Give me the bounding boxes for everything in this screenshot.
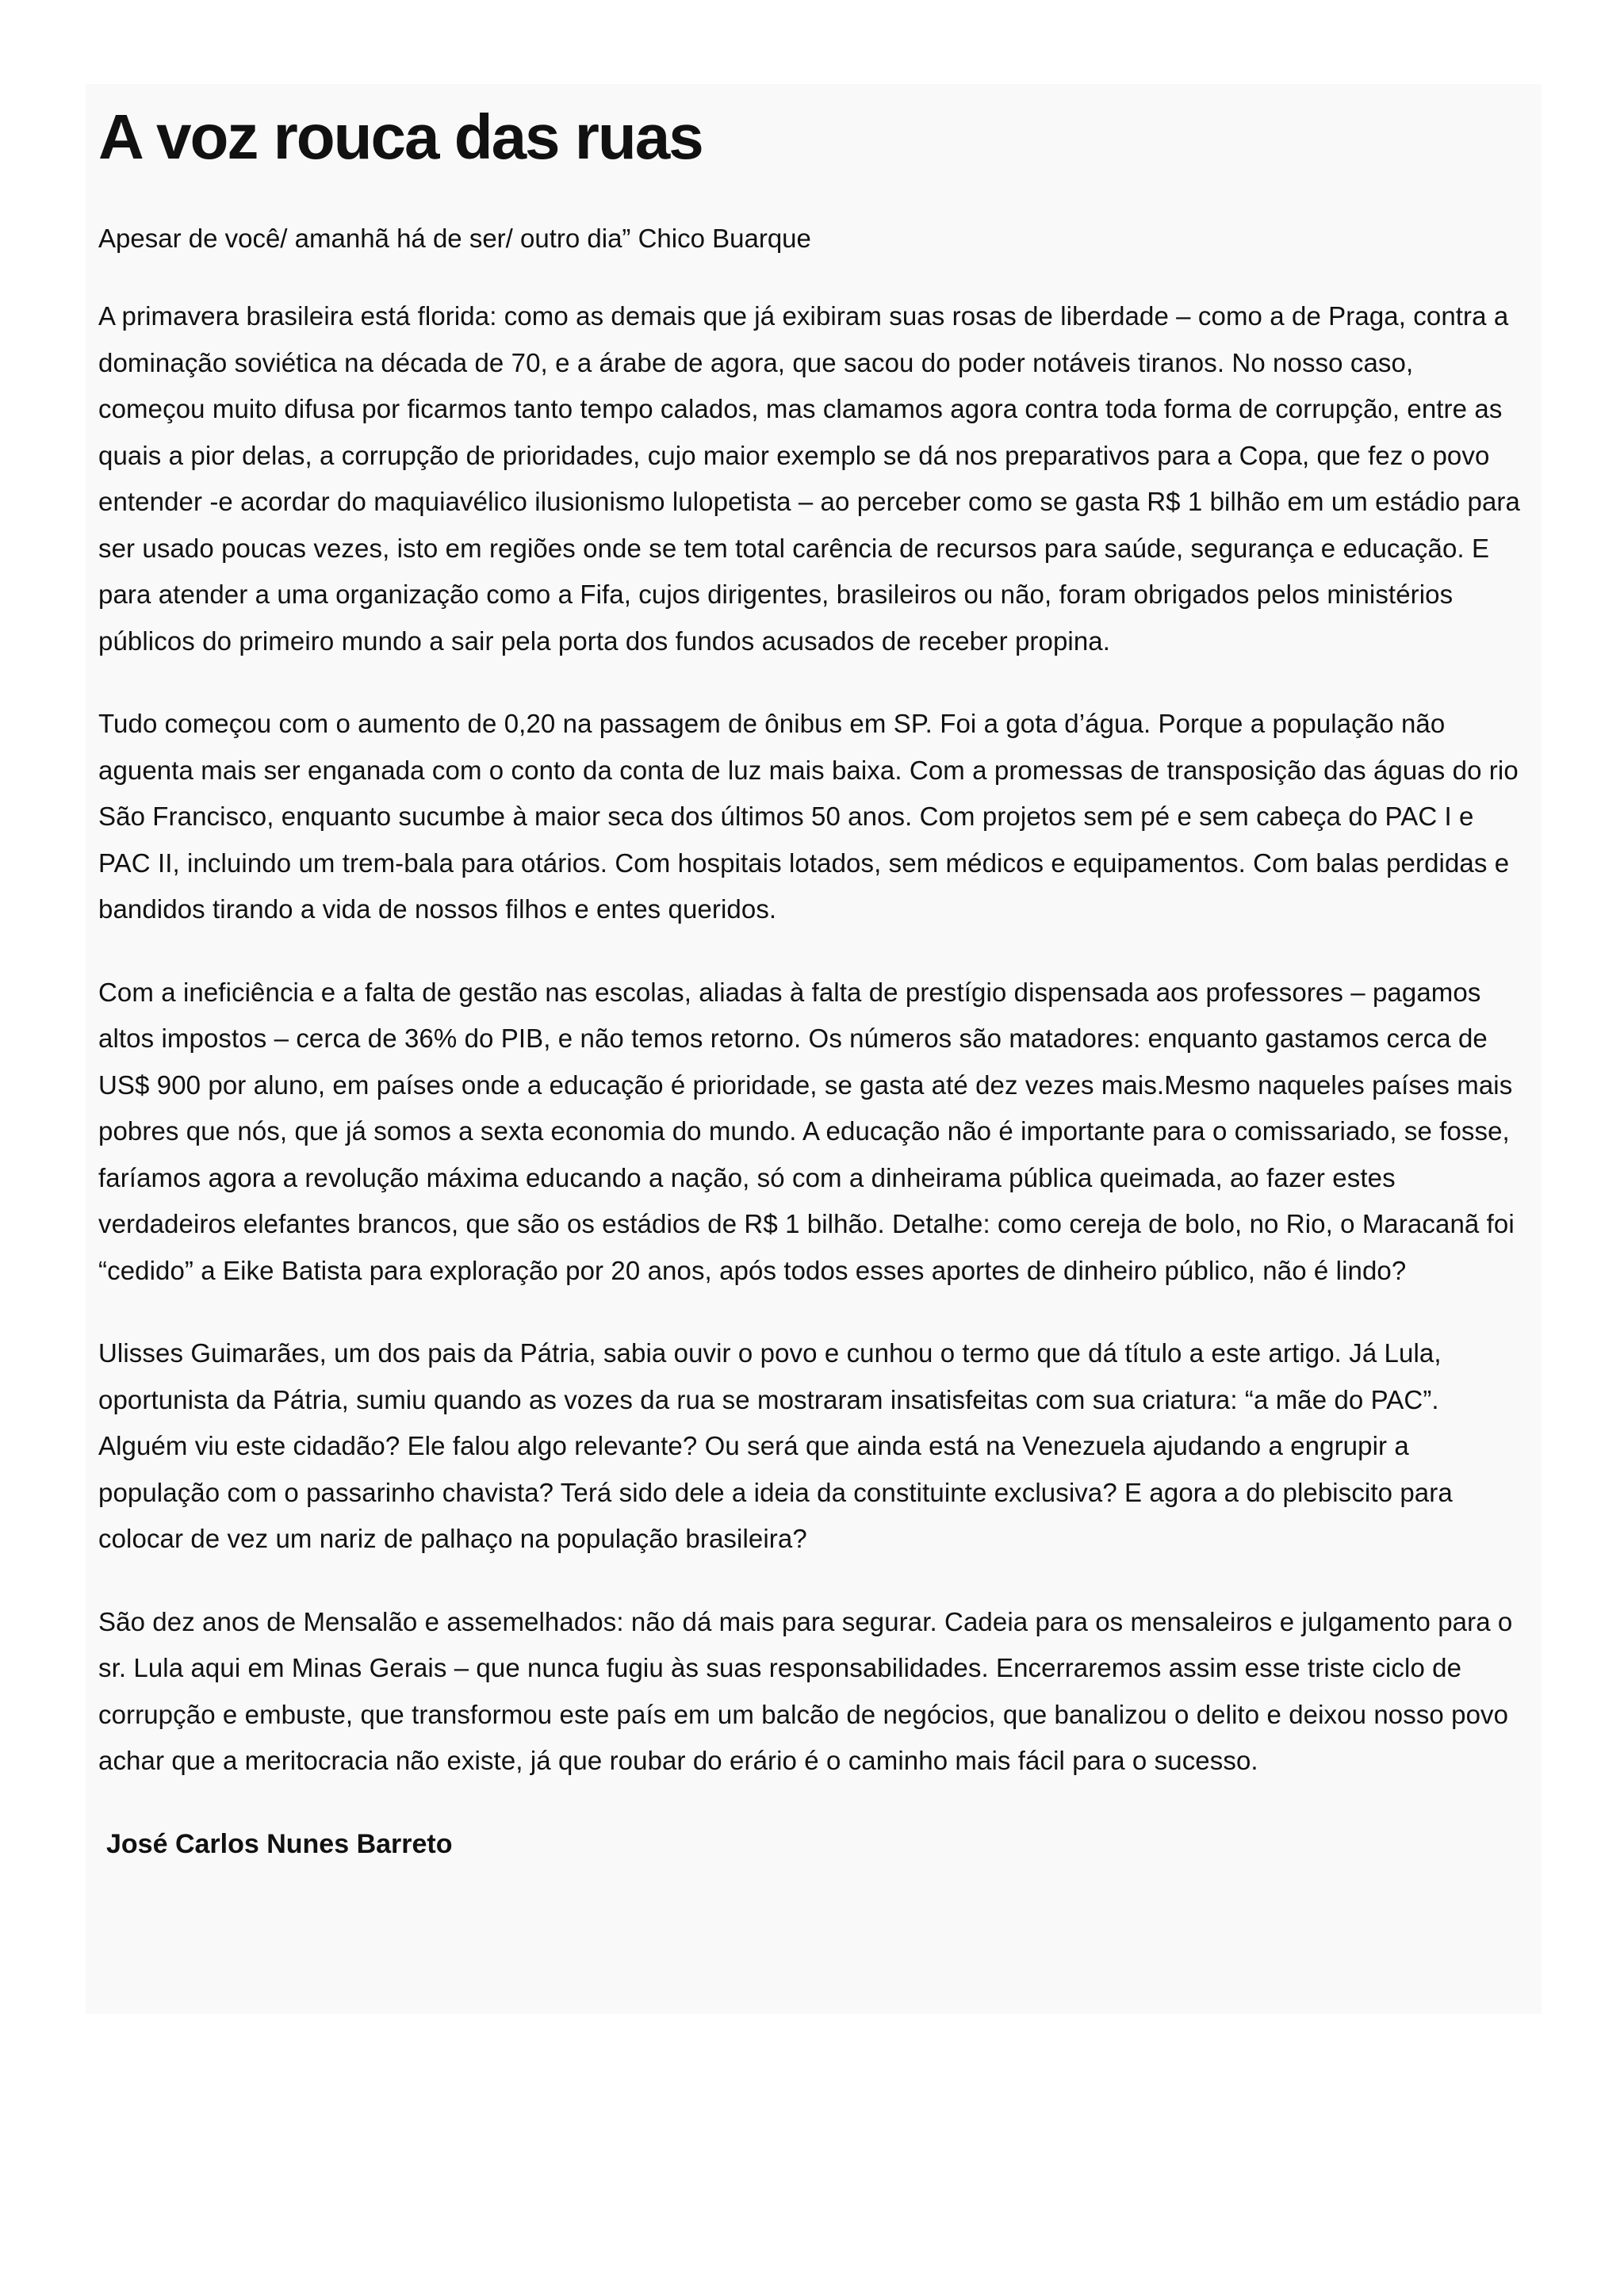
article (98, 94, 1526, 1867)
article-paragraph: Com a ineficiência e a falta de gestão nas escolas, aliadas à falta de prestígio dispensada aos professores – pagamos altos impostos – cerca de 36% do PIB, e não temos retorno. Os números são matadores: enquanto gastamos cerca de US$ 900 por aluno, em países onde a educação é prioridade, se gasta até dez vezes mais.Mesmo naqueles países mais pobres que nós, que já somos a sexta economia do mundo. A educação não é importante para o comissariado, se fosse, faríamos agora a revolução máxima educando a nação, só com a dinheirama pública queimada, ao fazer estes verdadeiros elefantes brancos, que são os estádios de R$ 1 bilhão. Detalhe: como cereja de bolo, no Rio, o Maracanã foi “cedido” a Eike Batista para exploração por 20 anos, após todos esses aportes de dinheiro público, não é lindo? (98, 977, 1515, 1285)
epigraph: Apesar de você/ amanhã há de ser/ outro dia” Chico Buarque (98, 224, 811, 253)
article-paragraph: A primavera brasileira está florida: como as demais que já exibiram suas rosas de liberdade – como a de Praga, contra a dominação soviética na década de 70, e a árabe de agora, que sacou do poder notáveis tiranos. No nosso caso, começou muito difusa por ficarmos tanto tempo calados, mas clamamos agora contra toda forma de corrupção, entre as quais a pior delas, a corrupção de prioridades, cujo maior exemplo se dá nos preparativos para a Copa, que fez o povo entender -e acordar do maquiavélico ilusionismo lulopetista – ao perceber como se gasta R$ 1 bilhão em um estádio para ser usado poucas vezes, isto em regiões onde se tem total carência de recursos para saúde, segurança e educação. E para atender a uma organização como a Fifa, cujos dirigentes, brasileiros ou não, foram obrigados pelos ministérios públicos do primeiro mundo a sair pela porta dos fundos acusados de receber propina. (98, 301, 1520, 656)
author-signature: José Carlos Nunes Barreto (106, 1828, 453, 1859)
article-paragraph: Ulisses Guimarães, um dos pais da Pátria, sabia ouvir o povo e cunhou o termo que dá título a este artigo. Já Lula, oportunista da Pátria, sumiu quando as vozes da rua se mostraram insatisfeitas com sua criatura: “a mãe do PAC”. Alguém viu este cidadão? Ele falou algo relevante? Ou será que ainda está na Venezuela ajudando a engrupir a população com o passarinho chavista? Terá sido dele a ideia da constituinte exclusiva? E agora a do plebiscito para colocar de vez um nariz de palhaço na população brasileira? (98, 1338, 1453, 1553)
article-paragraph: Tudo começou com o aumento de 0,20 na passagem de ônibus em SP. Foi a gota d’água. Porque a população não aguenta mais ser enganada com o conto da conta de luz mais baixa. Com a promessas de transposição das águas do rio São Francisco, enquanto sucumbe à maior seca dos últimos 50 anos. Com projetos sem pé e sem cabeça do PAC I e PAC II, incluindo um trem-bala para otários. Com hospitais lotados, sem médicos e equipamentos. Com balas perdidas e bandidos tirando a vida de nossos filhos e entes queridos. (98, 709, 1519, 924)
article-title: A voz rouca das ruas (98, 101, 703, 172)
article-paragraph: São dez anos de Mensalão e assemelhados: não dá mais para segurar. Cadeia para os mensaleiros e julgamento para o sr. Lula aqui em Minas Gerais – que nunca fugiu às suas responsabilidades. Encerraremos assim esse triste ciclo de corrupção e embuste, que transformou este país em um balcão de negócios, que banalizou o delito e deixou nosso povo achar que a meritocracia não existe, já que roubar do erário é o caminho mais fácil para o sucesso. (98, 1606, 1513, 1775)
